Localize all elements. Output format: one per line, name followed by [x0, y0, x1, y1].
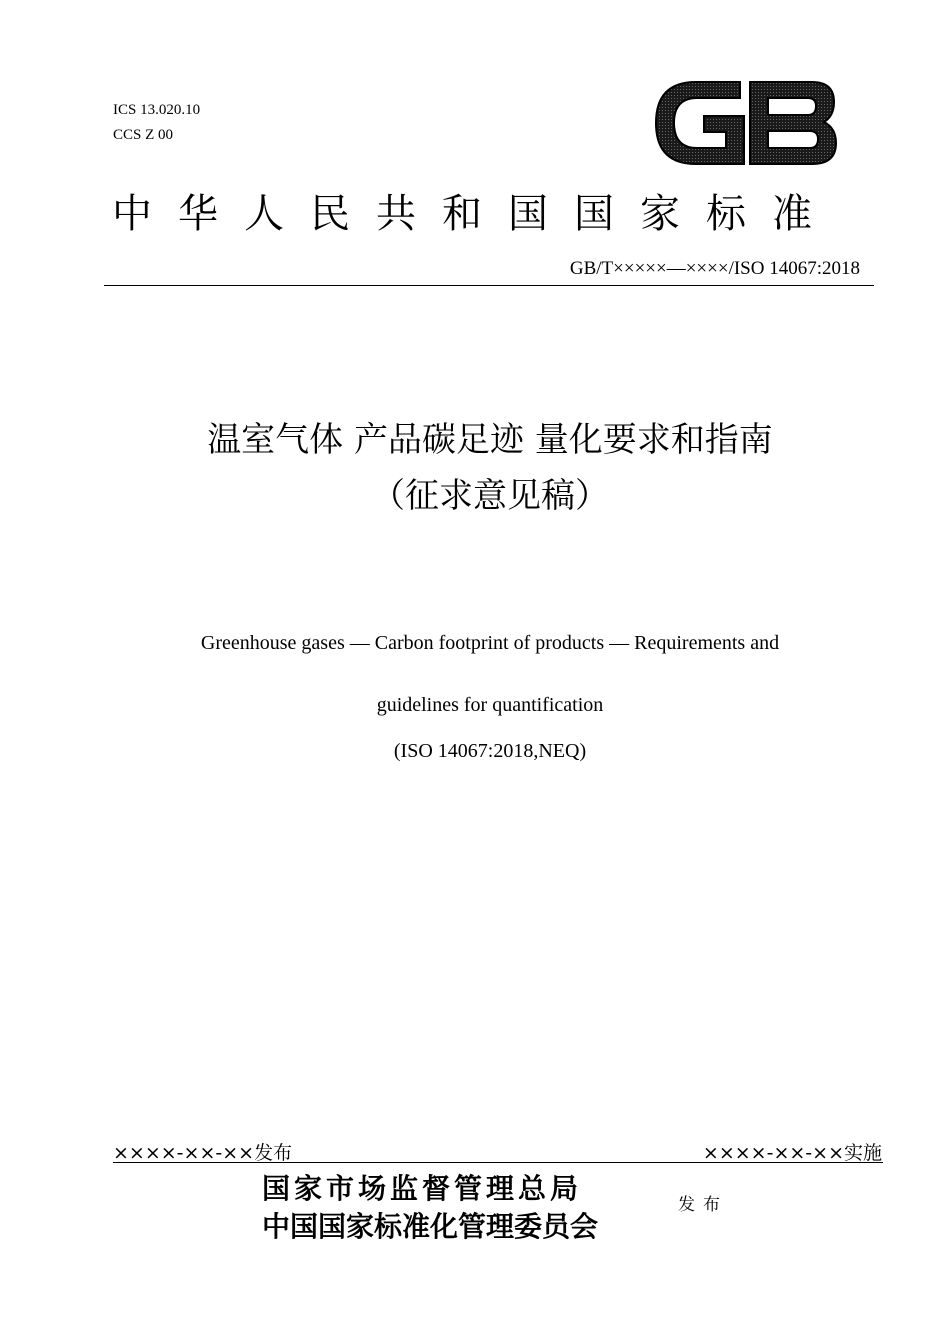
- chinese-title-line1: 温室气体 产品碳足迹 量化要求和指南: [207, 420, 773, 460]
- issuer-samr: 国家市场监督管理总局: [262, 1172, 583, 1205]
- english-title-line1: Greenhouse gases — Carbon footprint of products — Requirements and: [200, 632, 780, 654]
- footer-divider: [113, 1162, 883, 1163]
- chinese-title: [60, 412, 920, 524]
- issuing-authorities: [262, 1170, 598, 1246]
- standard-number: GB/T×××××—××××/ISO 14067:2018: [569, 258, 860, 279]
- standard-type-title: 中华人民共和国国家标准: [112, 191, 838, 237]
- ics-code: ICS 13.020.10: [113, 102, 201, 118]
- issuer-sac: 中国国家标准化管理委员会: [262, 1210, 599, 1243]
- english-title-line2: guidelines for quantification: [376, 694, 604, 716]
- classification-codes: [113, 98, 200, 148]
- ccs-code: CCS Z 00: [113, 127, 174, 143]
- chinese-title-line2: （征求意见稿）: [371, 476, 609, 516]
- logo-letter-b: [750, 82, 836, 164]
- issue-label: 发布: [678, 1195, 728, 1215]
- logo-letter-g: [656, 82, 744, 164]
- iso-reference: (ISO 14067:2018,NEQ): [393, 740, 587, 762]
- gb-logo: [652, 76, 838, 170]
- implementation-date: ××××-××-××实施: [702, 1142, 882, 1164]
- issue-date: ××××-××-××发布: [113, 1142, 293, 1164]
- english-title: [60, 612, 920, 736]
- header-divider: [104, 285, 874, 286]
